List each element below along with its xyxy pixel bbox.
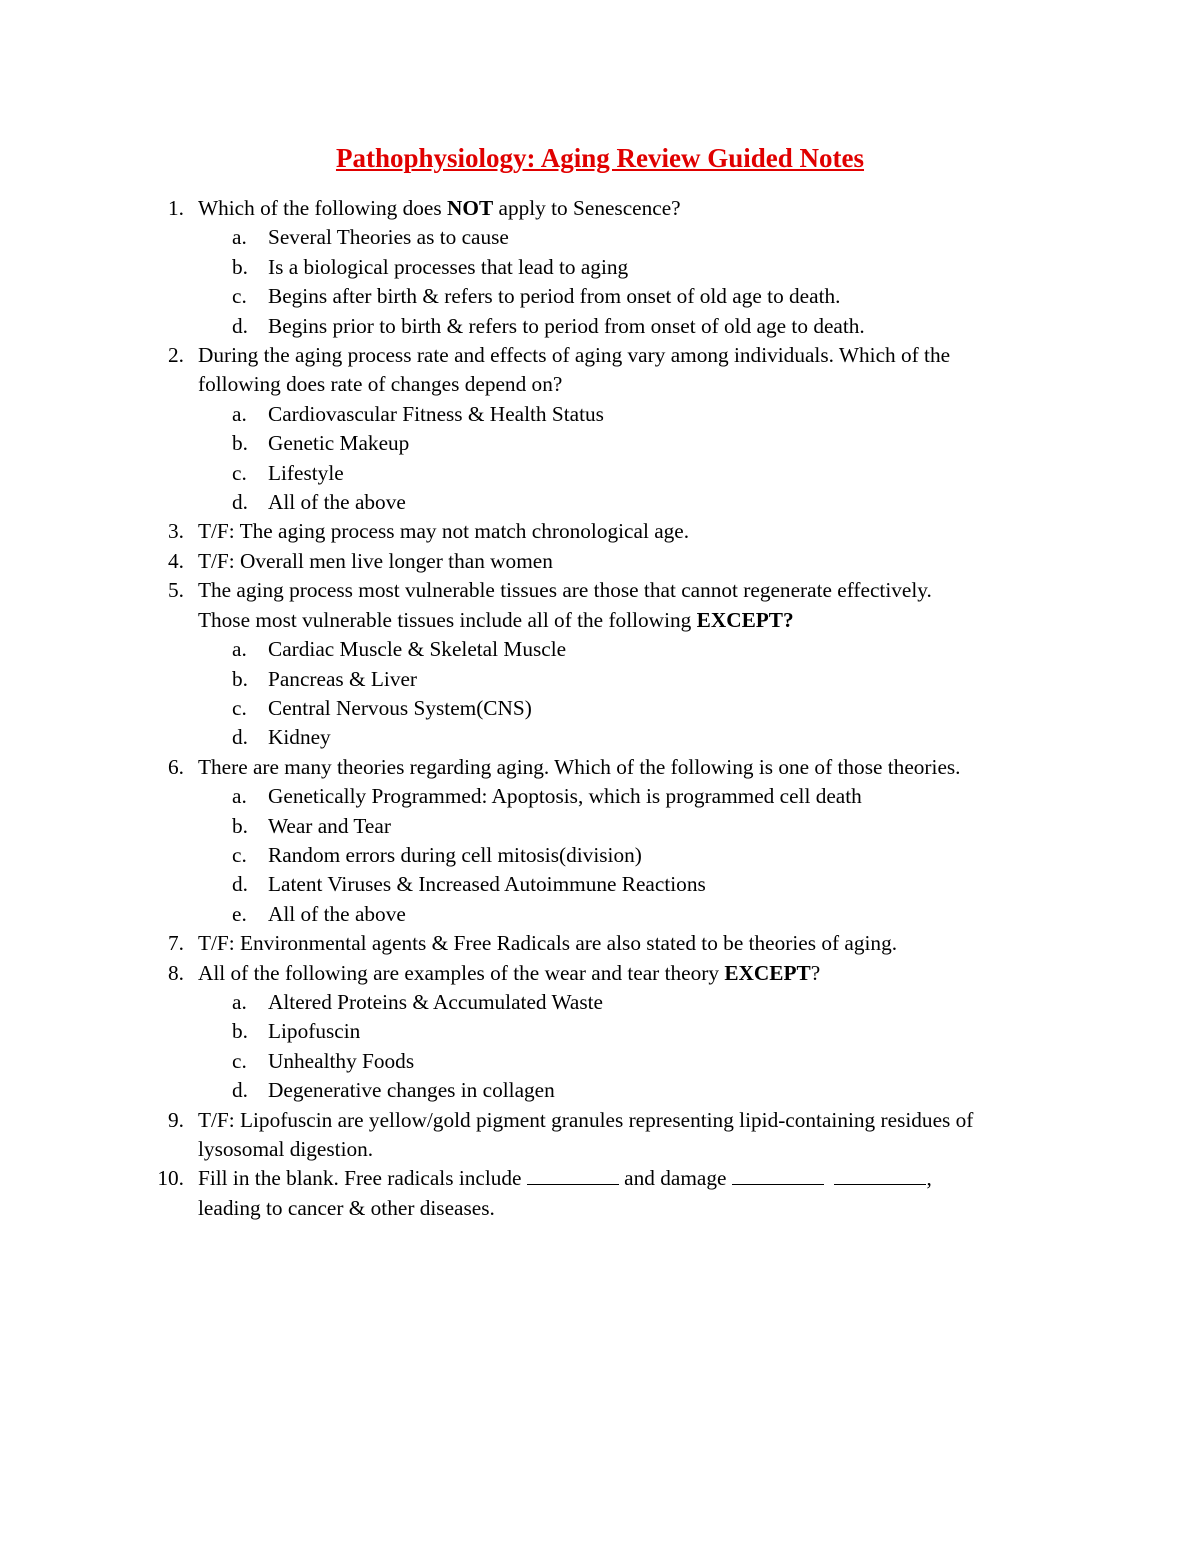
question-text: T/F: The aging process may not match chronological age. <box>198 519 690 544</box>
question-list <box>157 194 1090 1223</box>
question-number: 8. <box>168 960 184 985</box>
option-item: b. Lipofuscin <box>232 1019 361 1044</box>
question-9 <box>160 1106 1090 1165</box>
question-number: 9. <box>168 1107 184 1132</box>
question-7 <box>160 929 1090 958</box>
question-number: 6. <box>168 754 184 779</box>
question-number: 4. <box>168 548 184 573</box>
option-item: b. Wear and Tear <box>232 813 391 838</box>
option-item: a. Cardiac Muscle & Skeletal Muscle <box>232 637 567 662</box>
option-item: b. Is a biological processes that lead to aging <box>232 254 629 279</box>
option-item: c. Begins after birth & refers to period from onset of old age to death. <box>232 284 841 309</box>
question-text: During the aging process rate and effects of aging vary among individuals. Which of the <box>198 343 951 368</box>
option-item: b. Genetic Makeup <box>232 431 410 456</box>
option-item: b. Pancreas & Liver <box>232 666 418 691</box>
question-5 <box>160 576 1090 752</box>
question-text: Fill in the blank. Free radicals include and damage , <box>198 1166 932 1191</box>
question-6 <box>160 753 1090 929</box>
page-title: Pathophysiology: Aging Review Guided Notes <box>335 143 865 173</box>
option-item: a. Cardiovascular Fitness & Health Status <box>232 401 604 426</box>
question-1 <box>160 194 1090 341</box>
fill-blank <box>732 1164 824 1185</box>
option-item: c. Central Nervous System(CNS) <box>232 695 532 720</box>
question-text: T/F: Overall men live longer than women <box>198 548 553 573</box>
question-text: T/F: Lipofuscin are yellow/gold pigment granules representing lipid-containing residues of <box>198 1107 974 1132</box>
option-item: a. Genetically Programmed: Apoptosis, which is programmed cell death <box>232 784 862 809</box>
option-item: a. Several Theories as to cause <box>232 225 509 250</box>
fill-blank <box>834 1164 926 1185</box>
question-number: 2. <box>168 343 184 368</box>
question-number: 7. <box>168 931 184 956</box>
option-item: d. Begins prior to birth & refers to period from onset of old age to death. <box>232 313 865 338</box>
question-text-continued: following does rate of changes depend on? <box>198 372 563 397</box>
question-text: The aging process most vulnerable tissues are those that cannot regenerate effectively. <box>198 578 932 603</box>
question-text-continued: Those most vulnerable tissues include all of the following EXCEPT? <box>198 607 794 632</box>
question-2 <box>160 341 1090 517</box>
question-text: All of the following are examples of the wear and tear theory EXCEPT? <box>198 960 821 985</box>
option-item: a. Altered Proteins & Accumulated Waste <box>232 989 604 1014</box>
option-item: e. All of the above <box>232 901 406 926</box>
question-text: Which of the following does NOT apply to Senescence? <box>198 196 681 220</box>
question-number: 3. <box>168 519 184 544</box>
question-text: There are many theories regarding aging. Which of the following is one of those theories. <box>198 754 961 779</box>
option-item: d. All of the above <box>232 490 406 515</box>
question-number: 10. <box>157 1166 184 1191</box>
question-3 <box>160 517 1090 546</box>
option-item: d. Kidney <box>232 725 331 750</box>
option-item: c. Unhealthy Foods <box>232 1048 415 1073</box>
question-number: 1. <box>168 196 184 220</box>
question-8 <box>160 959 1090 1106</box>
question-number: 5. <box>168 578 184 603</box>
question-4 <box>160 547 1090 576</box>
question-10 <box>157 1164 1090 1223</box>
question-text-continued: leading to cancer & other diseases. <box>198 1195 495 1220</box>
option-item: d. Latent Viruses & Increased Autoimmune Reactions <box>232 872 706 897</box>
option-item: c. Lifestyle <box>232 460 344 485</box>
fill-blank <box>527 1164 619 1185</box>
question-text: T/F: Environmental agents & Free Radicals are also stated to be theories of aging. <box>198 931 898 956</box>
option-item: d. Degenerative changes in collagen <box>232 1078 555 1103</box>
option-item: c. Random errors during cell mitosis(division) <box>232 842 642 867</box>
question-text-continued: lysosomal digestion. <box>198 1137 374 1161</box>
